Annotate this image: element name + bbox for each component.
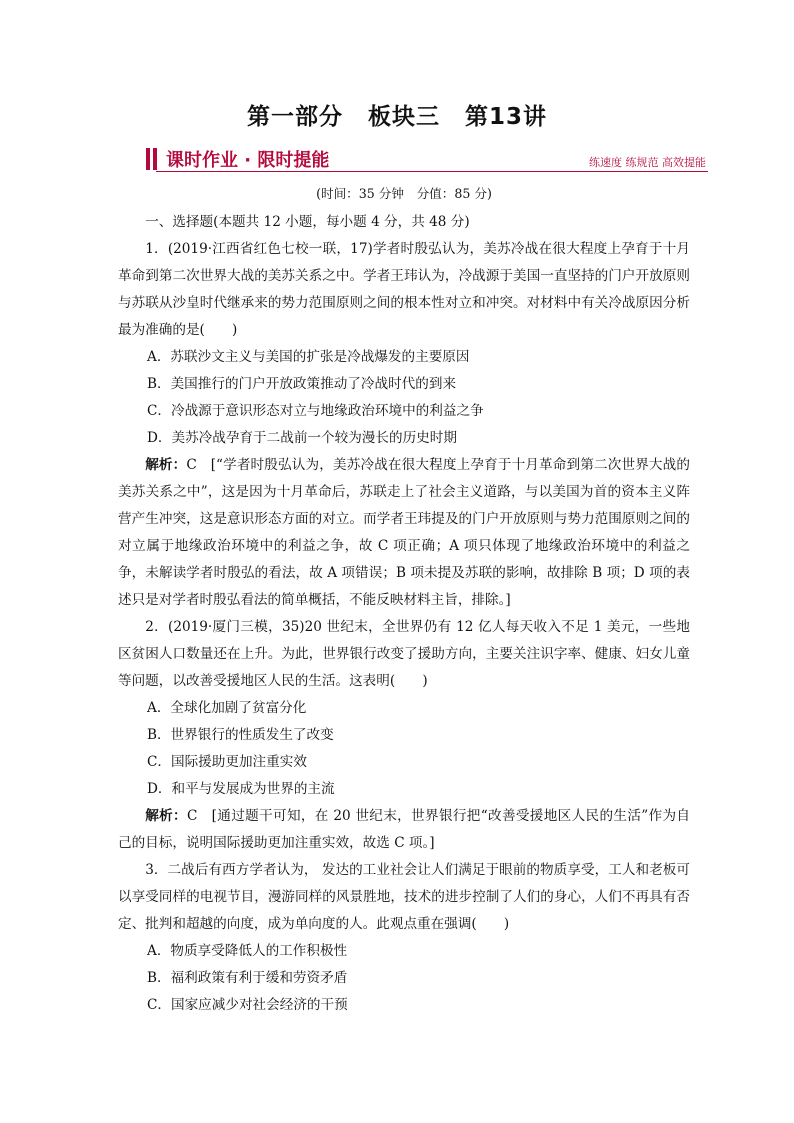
- option-d: D．和平与发展成为世界的主流: [147, 781, 335, 797]
- question-analysis: [118, 803, 690, 857]
- analysis-label: 解析：: [145, 808, 187, 824]
- option-b: B．福利政策有利于缓和劳资矛盾: [147, 970, 348, 986]
- banner-title: 课时作业 · 限时提能: [166, 150, 330, 171]
- banner-tagline: 练速度 练规范 高效提能: [589, 156, 706, 169]
- option-a: A．全球化加剧了贫富分化: [147, 700, 307, 716]
- document-body: [118, 183, 690, 1019]
- option-b: B．美国推行的门户开放政策推动了冷战时代的到来: [147, 376, 457, 392]
- question-1: [118, 236, 690, 614]
- question-3: [118, 857, 690, 1019]
- question-stem: 1．(2019·江西省红色七校一联，17)学者时殷弘认为，美苏冷战在很大程度上孕育于十月革命到第二次世界大战的美苏关系之中。学者王玮认为，冷战源于美国一直坚持的门户开放原则与苏联从沙皇时代继承来的势力范围原则之间的根本性对立和冲突。对材料中有关冷战原因分析最为准确的是( ): [118, 241, 690, 338]
- banner-accent-bar: [146, 148, 150, 170]
- question-stem: 2．(2019·厦门三模，35)20 世纪末，全世界仍有 12 亿人每天收入不足 1 美元，一些地区贫困人口数量还在上升。为此，世界银行改变了援助方向，主要关注识字率、健康、妇女儿童等问题，以改善受援地区人民的生活。这表明( ): [118, 619, 690, 689]
- option-d: D．美苏冷战孕育于二战前一个较为漫长的历史时期: [147, 430, 457, 446]
- section-heading: 一、选择题(本题共 12 小题，每小题 4 分，共 48 分): [145, 214, 470, 230]
- question-analysis: [118, 452, 690, 614]
- homework-banner: [146, 146, 708, 172]
- option-a: A．物质享受降低人的工作积极性: [147, 943, 348, 959]
- option-b: B．世界银行的性质发生了改变: [147, 727, 334, 743]
- title-lecture: 第13讲: [465, 104, 548, 130]
- option-a: A．苏联沙文主义与美国的扩张是冷战爆发的主要原因: [147, 349, 470, 365]
- analysis-text: C [通过题干可知，在 20 世纪末，世界银行把“改善受援地区人民的生活”作为自己的目标，说明国际援助更加注重实效，故选 C 项。]: [118, 808, 690, 851]
- title-part: 第一部分: [246, 104, 343, 130]
- banner-underline: [156, 171, 708, 172]
- option-c: C．国家应减少对社会经济的干预: [147, 997, 348, 1013]
- option-c: C．国际援助更加注重实效: [147, 754, 307, 770]
- analysis-label: 解析：: [145, 457, 187, 473]
- banner-accent-bar: [153, 148, 157, 170]
- page-title: [0, 98, 794, 131]
- question-stem: 3．二战后有西方学者认为， 发达的工业社会让人们满足于眼前的物质享受，工人和老板可以享受同样的电视节目，漫游同样的风景胜地，技术的进步控制了人们的身心，人们不再具有否定、批判和超越的向度，成为单向度的人。此观点重在强调( ): [118, 862, 690, 932]
- time-score-info: (时间：35 分钟 分值：85 分): [316, 186, 492, 201]
- analysis-text: C [“学者时殷弘认为，美苏冷战在很大程度上孕育于十月革命到第二次世界大战的美苏关系之中”，这是因为十月革命后，苏联走上了社会主义道路，与以美国为首的资本主义阵营产生冲突，这是意识形态方面的对立。而学者王玮提及的门户开放原则与势力范围原则之间的对立属于地缘政治环境中的利益之争，故 C 项正确；A 项只体现了地缘政治环境中的利益之争，未解读学者时殷弘的看法，故 A 项错误；B 项未提及苏联的影响，故排除 B 项；D 项的表述只是对学者时殷弘看法的简单概括，不能反映材料主旨，排除。]: [118, 457, 691, 608]
- title-section: 板块三: [367, 104, 440, 130]
- option-c: C．冷战源于意识形态对立与地缘政治环境中的利益之争: [147, 403, 484, 419]
- question-2: [118, 614, 690, 857]
